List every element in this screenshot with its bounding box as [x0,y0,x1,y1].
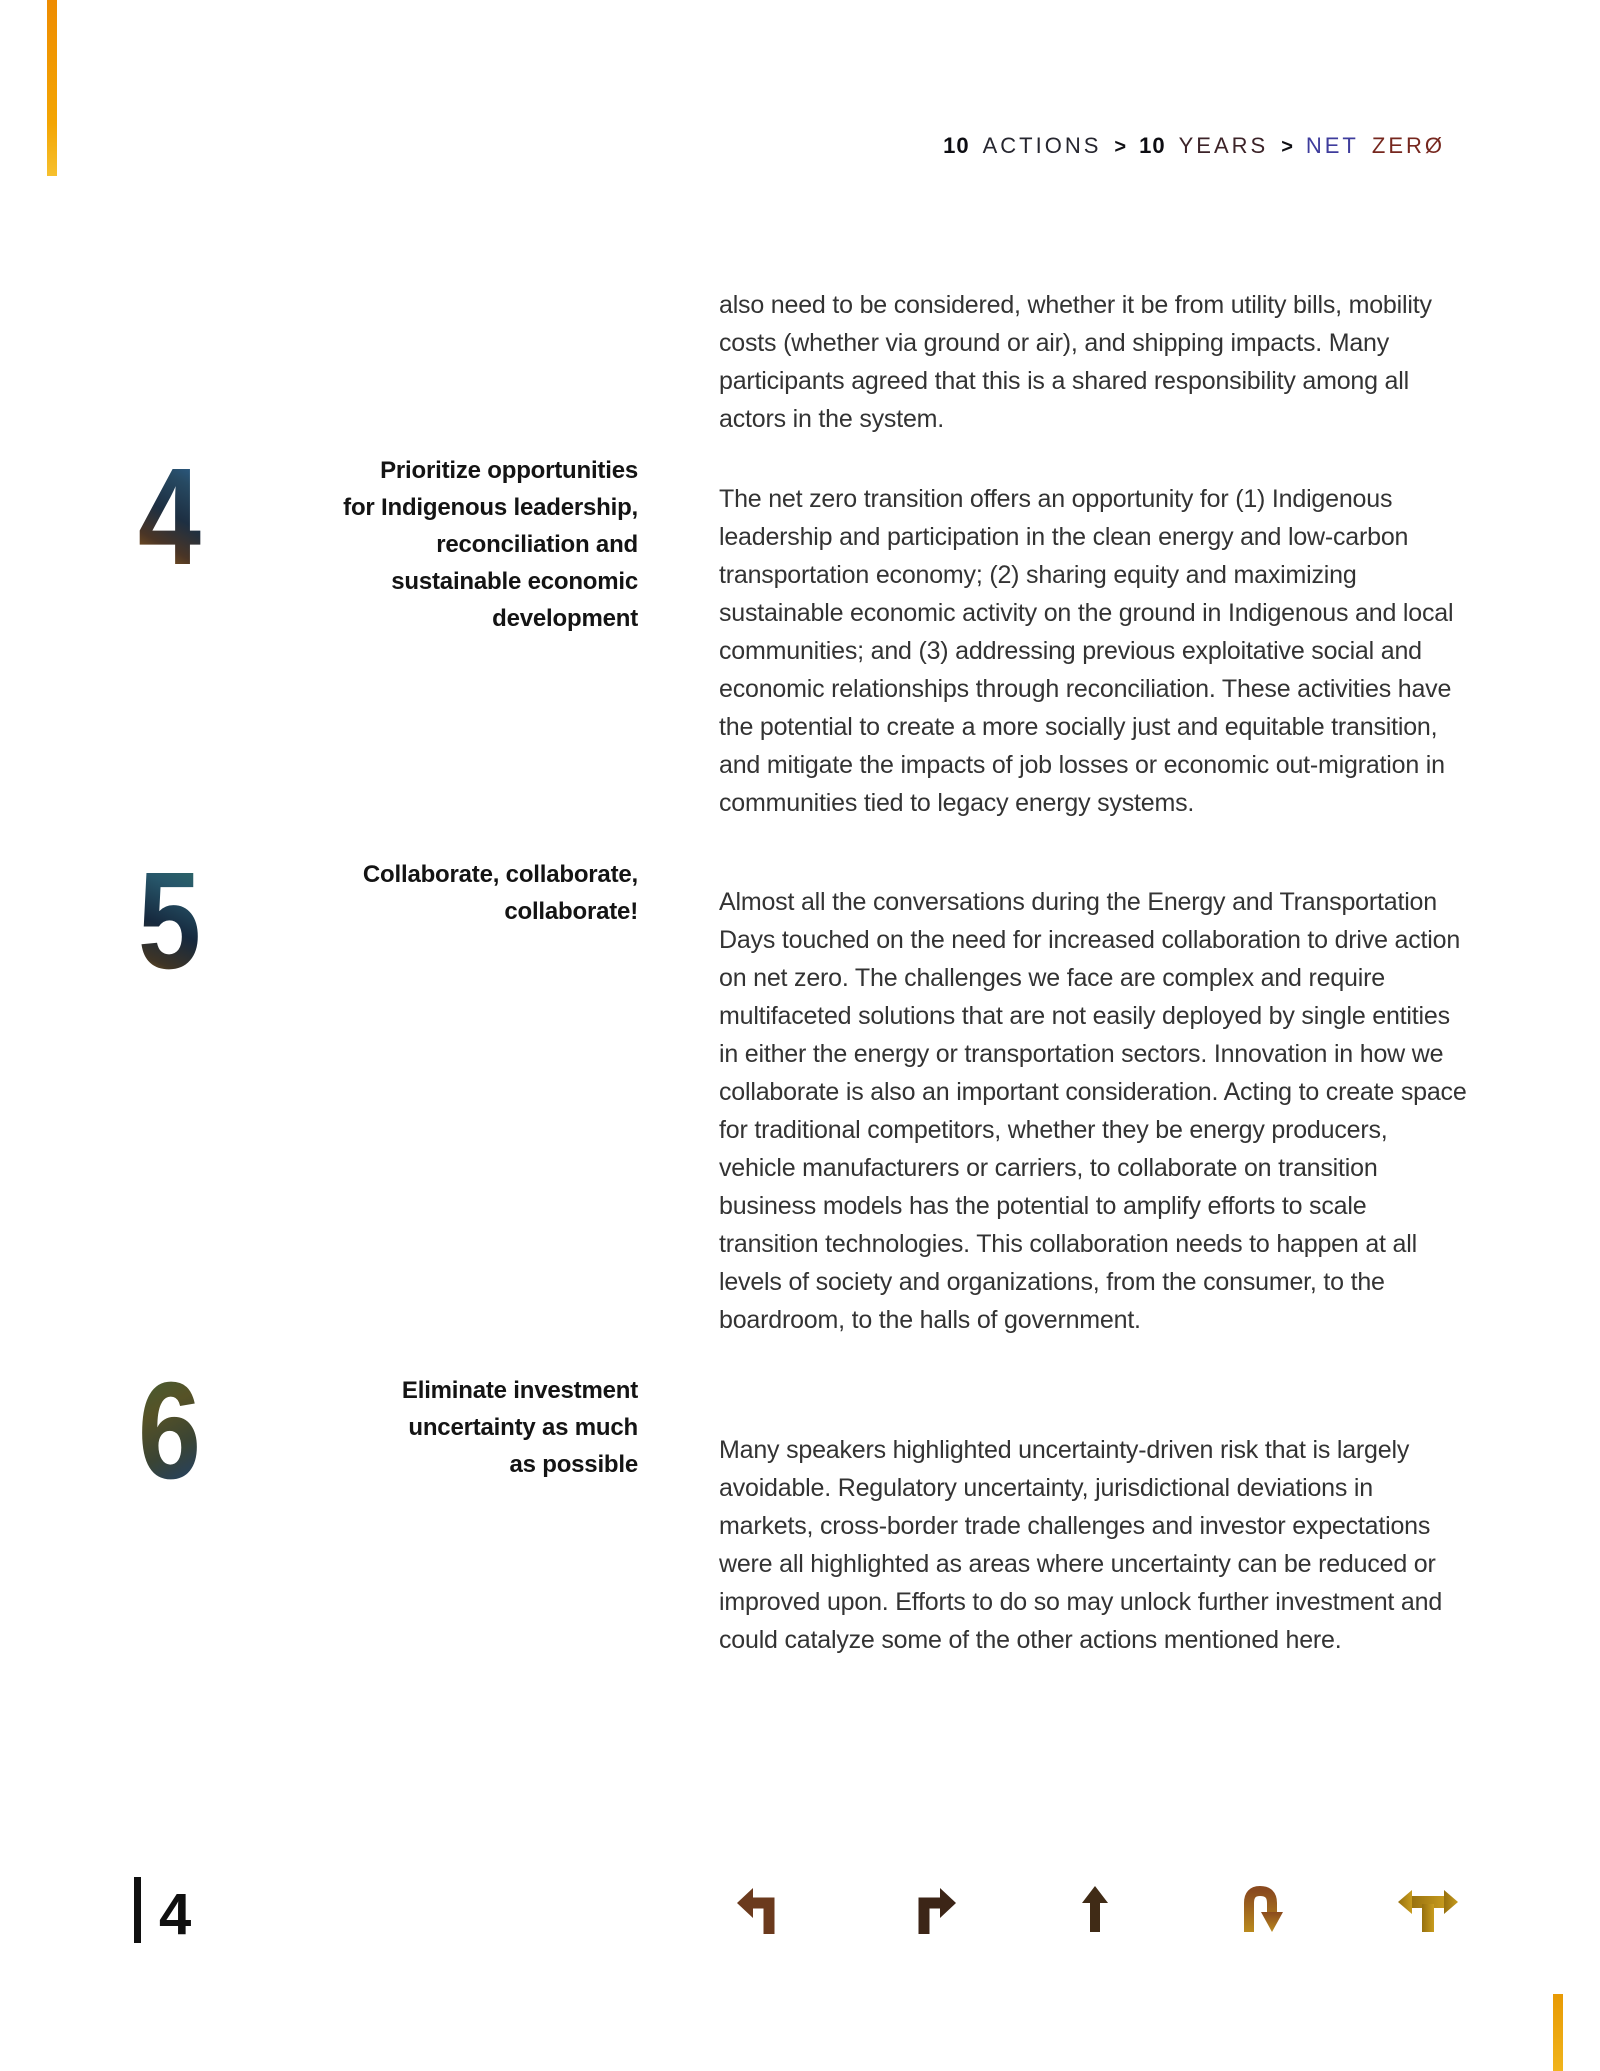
heading-line: collaborate! [504,898,638,925]
heading-line: Collaborate, collaborate, [362,861,638,888]
breadcrumb-actions-label: ACTIONS [982,133,1102,158]
section-5-body: Almost all the conversations during the Energy and Transportation Days touched on the need for increased collaboration to drive action on net zero. The challenges we face are complex and require multifaceted solutions that are not easily deployed by single entities in either the energy or transportation sectors. Innovation in how we collaborate is also an important consideration. Acting to create space for traditional competitors, whether they be energy producers, vehicle manufacturers or carriers, to collaborate on transition business models has the potential to amplify efforts to scale transition technologies. This collaboration needs to happen at all levels of society and organizations, from the consumer, to the boardroom, to the halls of government. [719,888,1467,1334]
section-4-numeral: 4 [138,440,201,594]
heading-line: Prioritize opportunities [380,457,638,484]
chevron-separator-icon: > [1281,136,1293,158]
page-number-divider [134,1877,141,1943]
breadcrumb-zero-label: ZERØ [1371,133,1445,158]
report-breadcrumb [943,133,1445,159]
turn-right-arrow-icon [916,1888,956,1934]
heading-line: Eliminate investment [401,1377,638,1404]
section-6-heading [278,1372,638,1483]
section-6-numeral: 6 [138,1354,201,1508]
breadcrumb-net-label: NET [1305,133,1359,158]
left-right-junction-arrow-icon [1398,1890,1458,1932]
section-6-body: Many speakers highlighted uncertainty-driven risk that is largely avoidable. Regulatory uncertainty, jurisdictional deviations in markets, cross-border trade challenges and investor expectations were all highlighted as areas where uncertainty can be reduced or improved upon. Efforts to do so may unlock further investment and could catalyze some of the other actions mentioned here. [719,1436,1443,1654]
heading-line: development [492,605,638,632]
heading-line: uncertainty as much [408,1414,638,1441]
section-5-heading [278,856,638,930]
page-edge-accent-top-left [47,0,57,176]
section-5-numeral: 5 [138,844,201,998]
section-4-body: The net zero transition offers an opportunity for (1) Indigenous leadership and participation in the clean energy and low-carbon transportation economy; (2) sharing equity and maximizing sustainable economic activity on the ground in Indigenous and local communities; and (3) addressing previous exploitative social and economic relationships through reconciliation. These activities have the potential to create a more socially just and equitable transition, and mitigate the impacts of job losses or economic out-migration in communities tied to legacy energy systems. [719,485,1454,817]
breadcrumb-10-years-number: 10 [1139,133,1166,158]
u-turn-arrow-icon [1244,1886,1284,1932]
page-edge-accent-bottom-right [1553,1994,1563,2071]
page-number: 4 [159,1882,192,1947]
intro-paragraph: also need to be considered, whether it be from utility bills, mobility costs (whether via ground or air), and shipping impacts. Many participants agreed that this is a shared responsibility among all actors in the system. [719,291,1432,433]
breadcrumb-years-label: YEARS [1178,133,1269,158]
chevron-separator-icon: > [1114,136,1127,158]
heading-line: for Indigenous leadership, [343,494,638,521]
section-4-heading [278,452,638,637]
heading-line: reconciliation and [436,531,638,558]
heading-line: as possible [509,1451,638,1478]
heading-line: sustainable economic [391,568,638,595]
straight-arrow-icon [1082,1886,1108,1932]
turn-left-arrow-icon [737,1888,777,1934]
breadcrumb-10-actions-number: 10 [943,133,970,158]
